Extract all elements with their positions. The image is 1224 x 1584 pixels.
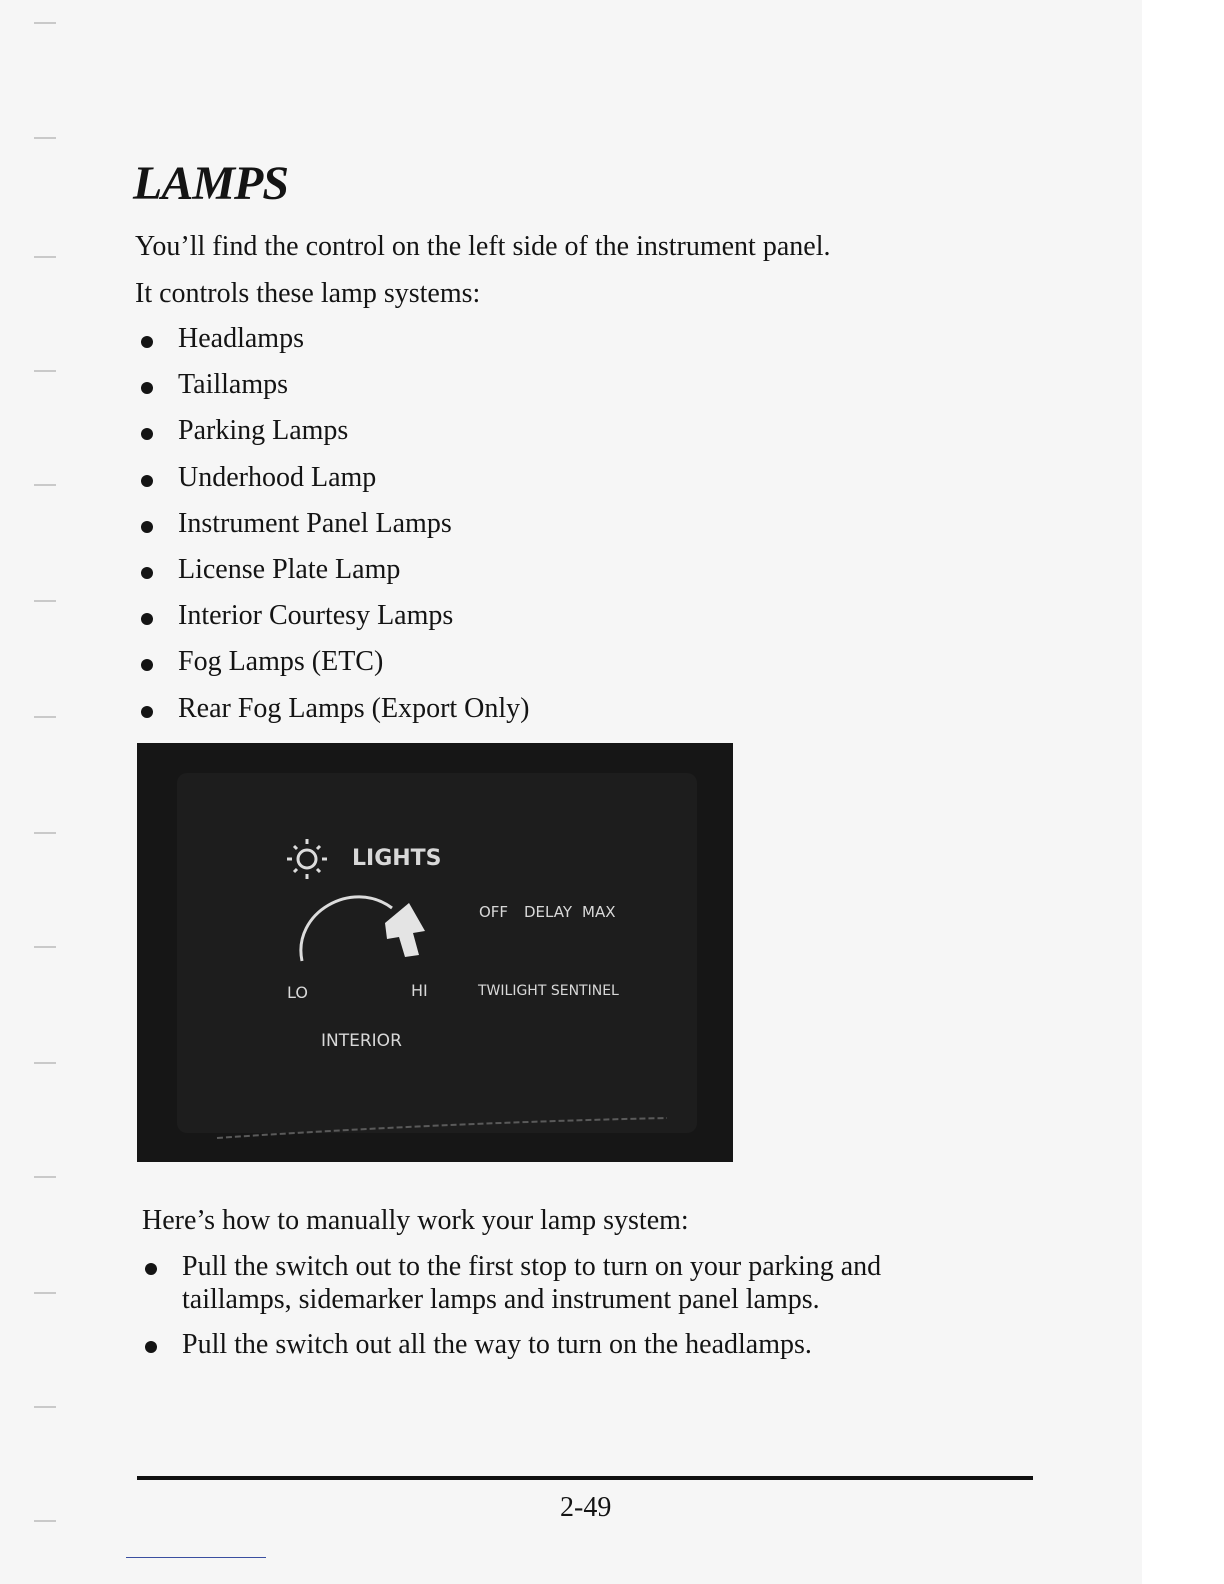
bullet-icon <box>141 613 153 625</box>
bullet-icon <box>141 475 153 487</box>
corner-line <box>126 1557 266 1558</box>
list-item: License Plate Lamp <box>138 553 530 599</box>
list-item: Parking Lamps <box>138 414 530 460</box>
bullet-icon <box>141 336 153 348</box>
off-label: OFF <box>479 903 509 921</box>
intro-line-2: It controls these lamp systems: <box>135 278 481 309</box>
bullet-icon <box>141 567 153 579</box>
lights-label: LIGHTS <box>352 846 442 871</box>
bullet-icon <box>145 1263 157 1275</box>
bullet-icon <box>141 521 153 533</box>
bullet-icon <box>141 659 153 671</box>
list-item: Fog Lamps (ETC) <box>138 645 530 691</box>
list-item: Pull the switch out all the way to turn on the headlamps. <box>142 1328 962 1361</box>
margin-tick <box>34 1520 56 1522</box>
footer-rule <box>137 1476 1033 1480</box>
margin-tick <box>34 716 56 718</box>
bullet-icon <box>145 1341 157 1353</box>
margin-tick <box>34 832 56 834</box>
max-label: MAX <box>582 903 616 921</box>
margin-tick <box>34 946 56 948</box>
page-number: 2-49 <box>560 1492 612 1523</box>
bullet-icon <box>141 428 153 440</box>
list-item: Interior Courtesy Lamps <box>138 599 530 645</box>
margin-tick <box>34 137 56 139</box>
margin-tick <box>34 1406 56 1408</box>
interior-label: INTERIOR <box>321 1031 402 1051</box>
lo-label: LO <box>287 983 308 1002</box>
margin-tick <box>34 370 56 372</box>
list-item: Rear Fog Lamps (Export Only) <box>138 692 530 738</box>
lights-control-photo <box>137 743 733 1162</box>
list-item: Pull the switch out to the first stop to turn on your parking and taillamps, sidemarker lamps and instrument panel lamps. <box>142 1250 962 1316</box>
list-item: Underhood Lamp <box>138 461 530 507</box>
delay-label: DELAY <box>524 903 572 921</box>
hi-label: HI <box>411 981 428 1000</box>
list-item: Headlamps <box>138 322 530 368</box>
bullet-icon <box>141 382 153 394</box>
list-item: Instrument Panel Lamps <box>138 507 530 553</box>
twilight-sentinel-label: TWILIGHT SENTINEL <box>478 983 619 999</box>
margin-tick <box>34 1062 56 1064</box>
margin-tick <box>34 600 56 602</box>
manual-steps-list <box>142 1250 962 1373</box>
margin-tick <box>34 484 56 486</box>
page-title: LAMPS <box>133 157 289 210</box>
bullet-icon <box>141 706 153 718</box>
lamp-systems-list <box>138 322 530 738</box>
intro-line-1: You’ll find the control on the left side of the instrument panel. <box>135 231 831 262</box>
margin-tick <box>34 256 56 258</box>
margin-tick <box>34 1176 56 1178</box>
panel-graphics <box>137 743 733 1162</box>
manual-heading: Here’s how to manually work your lamp system: <box>142 1205 689 1236</box>
list-item: Taillamps <box>138 368 530 414</box>
margin-tick <box>34 22 56 24</box>
margin-tick <box>34 1292 56 1294</box>
